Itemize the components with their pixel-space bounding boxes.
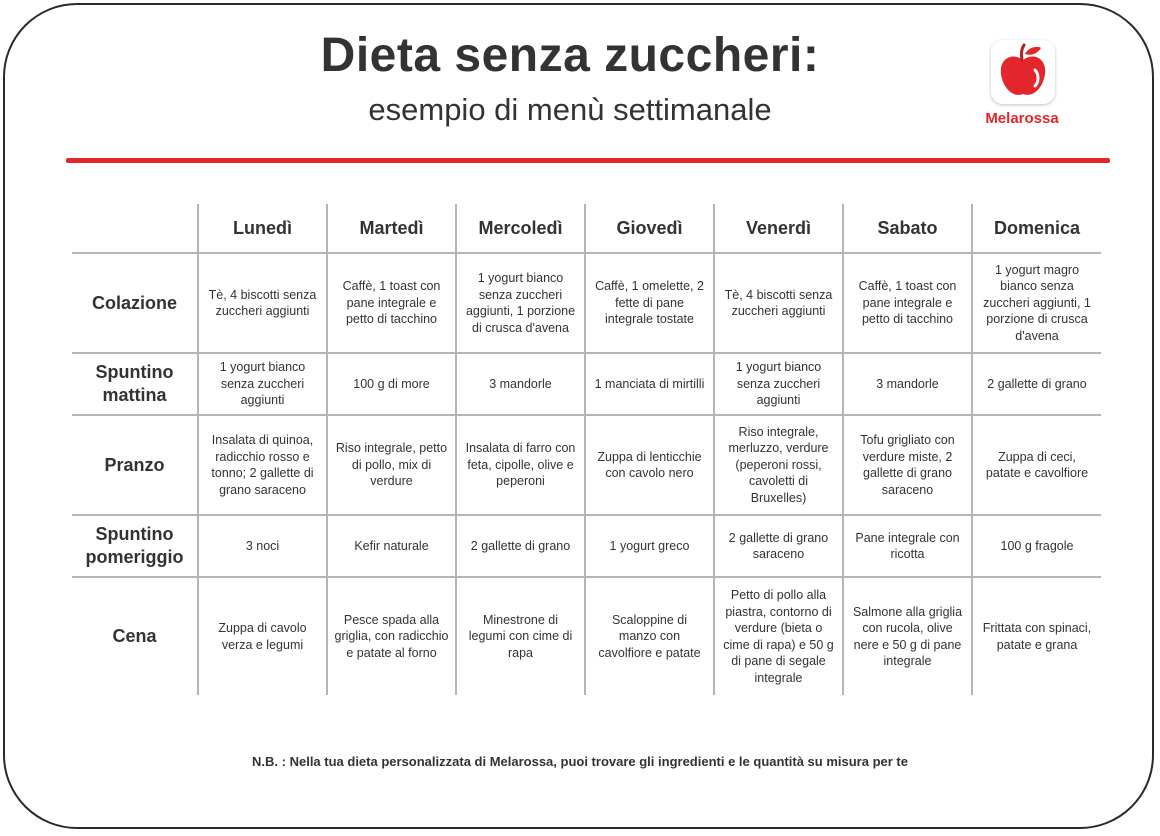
menu-cell: Kefir naturale <box>327 515 456 577</box>
day-header: Lunedì <box>198 204 327 253</box>
menu-cell: Pesce spada alla griglia, con radicchio e patate al forno <box>327 577 456 695</box>
menu-cell: Scaloppine di manzo con cavolfiore e patate <box>585 577 714 695</box>
menu-cell: Pane integrale con ricotta <box>843 515 972 577</box>
menu-cell: 1 yogurt bianco senza zuccheri aggiunti <box>714 353 843 415</box>
menu-cell: 2 gallette di grano <box>972 353 1101 415</box>
menu-cell: Tè, 4 biscotti senza zuccheri aggiunti <box>198 253 327 353</box>
menu-cell: Caffè, 1 toast con pane integrale e petto di tacchino <box>843 253 972 353</box>
day-header: Martedì <box>327 204 456 253</box>
menu-cell: 2 gallette di grano saraceno <box>714 515 843 577</box>
table-row <box>72 415 1101 515</box>
menu-cell: Tofu grigliato con verdure miste, 2 gallette di grano saraceno <box>843 415 972 515</box>
menu-cell: Tè, 4 biscotti senza zuccheri aggiunti <box>714 253 843 353</box>
meal-label: Cena <box>72 577 198 695</box>
menu-cell: Insalata di farro con feta, cipolle, olive e peperoni <box>456 415 585 515</box>
menu-cell: Riso integrale, petto di pollo, mix di verdure <box>327 415 456 515</box>
menu-cell: Zuppa di cavolo verza e legumi <box>198 577 327 695</box>
menu-cell: 1 manciata di mirtilli <box>585 353 714 415</box>
menu-cell: Zuppa di lenticchie con cavolo nero <box>585 415 714 515</box>
day-header: Domenica <box>972 204 1101 253</box>
logo-text: Melarossa <box>985 110 1059 127</box>
menu-cell: 1 yogurt magro bianco senza zuccheri aggiunti, 1 porzione di crusca d'avena <box>972 253 1101 353</box>
menu-cell: 100 g fragole <box>972 515 1101 577</box>
meal-label: Spuntino pomeriggio <box>72 515 198 577</box>
menu-cell: 1 yogurt bianco senza zuccheri aggiunti <box>198 353 327 415</box>
table-row <box>72 515 1101 577</box>
meal-label: Spuntino mattina <box>72 353 198 415</box>
menu-cell: Caffè, 1 omelette, 2 fette di pane integrale tostate <box>585 253 714 353</box>
menu-cell: Zuppa di ceci, patate e cavolfiore <box>972 415 1101 515</box>
menu-cell: Salmone alla griglia con rucola, olive nere e 50 g di pane integrale <box>843 577 972 695</box>
page-title: Dieta senza zuccheri: <box>320 29 820 82</box>
table-row <box>72 353 1101 415</box>
meal-label: Pranzo <box>72 415 198 515</box>
header-row <box>72 204 1101 253</box>
menu-cell: Frittata con spinaci, patate e grana <box>972 577 1101 695</box>
menu-cell: 3 mandorle <box>456 353 585 415</box>
menu-cell: 1 yogurt bianco senza zuccheri aggiunti, 1 porzione di crusca d'avena <box>456 253 585 353</box>
page-subtitle: esempio di menù settimanale <box>368 92 772 127</box>
title-divider <box>66 158 1110 163</box>
menu-cell: Riso integrale, merluzzo, verdure (peperoni rossi, cavoletti di Bruxelles) <box>714 415 843 515</box>
menu-cell: Minestrone di legumi con cime di rapa <box>456 577 585 695</box>
footnote: N.B. : Nella tua dieta personalizzata di Melarossa, puoi trovare gli ingredienti e le quantità su misura per te <box>252 754 908 769</box>
melarossa-logo <box>984 40 1060 130</box>
day-header: Mercoledì <box>456 204 585 253</box>
menu-cell: Caffè, 1 toast con pane integrale e petto di tacchino <box>327 253 456 353</box>
day-header: Venerdì <box>714 204 843 253</box>
day-header: Sabato <box>843 204 972 253</box>
menu-cell: 2 gallette di grano <box>456 515 585 577</box>
menu-cell: 3 mandorle <box>843 353 972 415</box>
corner-cell <box>72 204 198 253</box>
meal-label: Colazione <box>72 253 198 353</box>
apple-icon <box>991 40 1055 104</box>
menu-cell: 1 yogurt greco <box>585 515 714 577</box>
logo-badge <box>991 40 1055 104</box>
table-row <box>72 253 1101 353</box>
menu-cell: 3 noci <box>198 515 327 577</box>
menu-cell: Insalata di quinoa, radicchio rosso e tonno; 2 gallette di grano saraceno <box>198 415 327 515</box>
table-row <box>72 577 1101 695</box>
day-header: Giovedì <box>585 204 714 253</box>
menu-cell: Petto di pollo alla piastra, contorno di verdure (bieta o cime di rapa) e 50 g di pane di segale integrale <box>714 577 843 695</box>
weekly-menu-table <box>72 204 1101 695</box>
menu-cell: 100 g di more <box>327 353 456 415</box>
